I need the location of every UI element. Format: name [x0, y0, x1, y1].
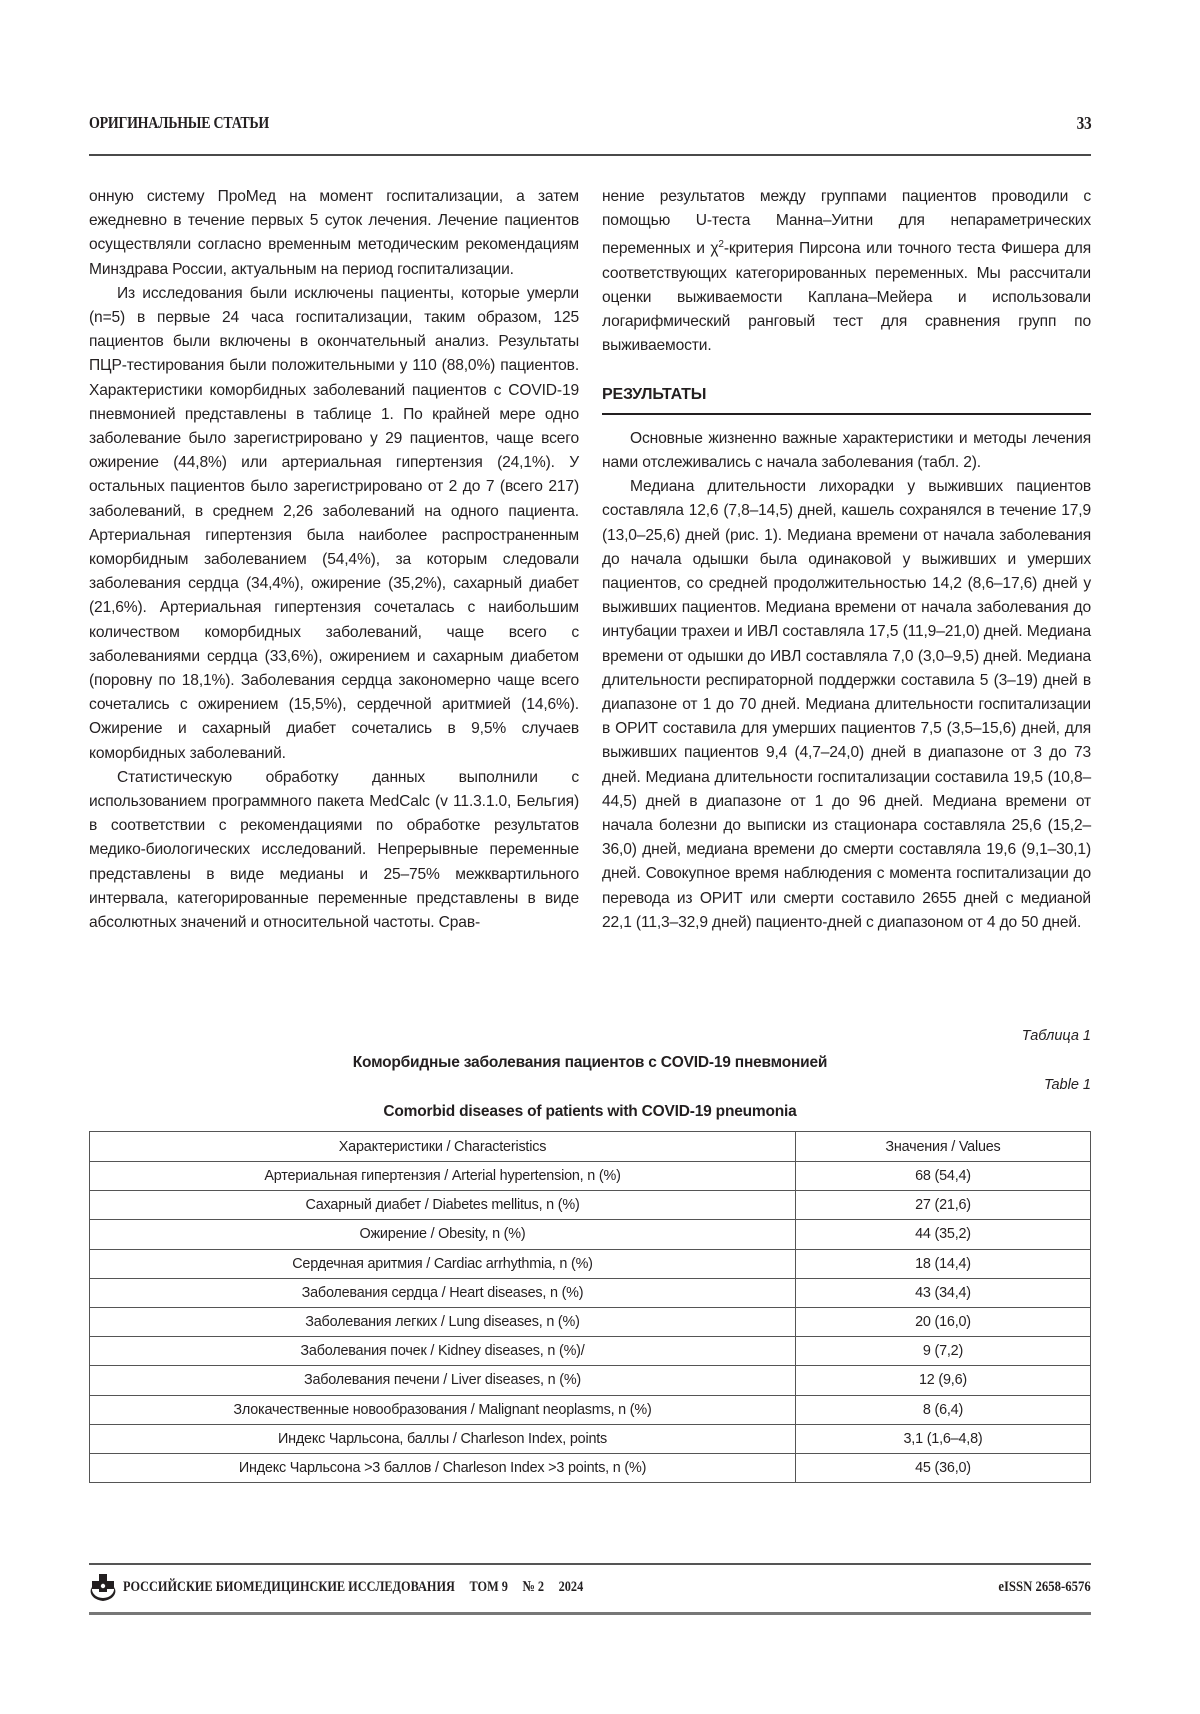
- characteristic-cell: Заболевания сердца / Heart diseases, n (%): [90, 1278, 796, 1307]
- comorbidities-table: [89, 1131, 1091, 1483]
- characteristic-cell: Ожирение / Obesity, n (%): [90, 1220, 796, 1249]
- table-title-en: Comorbid diseases of patients with COVID-19 pneumonia: [383, 1103, 797, 1120]
- table-row: [90, 1191, 1091, 1220]
- characteristic-cell: Индекс Чарльсона, баллы / Charleson Index, points: [90, 1424, 796, 1453]
- page-footer: [89, 1573, 1091, 1603]
- characteristic-cell: Злокачественные новообразования / Malignant neoplasms, n (%): [90, 1395, 796, 1424]
- table-row: [90, 1366, 1091, 1395]
- text-run: -критерия Пирсона или точного теста Фишера для соответствующих категорированных переменных. Мы рассчитали оценки выживаемости Каплана–Мейера и использовали логарифмический ранговый тест для сравнения групп по выживаемости.: [602, 240, 1091, 355]
- value-cell: 3,1 (1,6–4,8): [796, 1424, 1091, 1453]
- column-header-characteristics: Характеристики / Characteristics: [90, 1132, 796, 1162]
- medical-cross-logo-icon: [89, 1573, 117, 1603]
- journal-volume: ТОМ 9: [469, 1579, 508, 1595]
- table-row: [90, 1278, 1091, 1307]
- issn: eISSN 2658-6576: [998, 1579, 1091, 1595]
- characteristic-cell: Заболевания печени / Liver diseases, n (%): [90, 1366, 796, 1395]
- table-row: [90, 1424, 1091, 1453]
- page-number: 33: [1076, 113, 1091, 133]
- text-run: нение результатов между группами пациентов проводили с помощью U-теста Манна–Уитни для непараметрических переменных и χ: [602, 188, 1091, 258]
- journal-year: 2024: [558, 1579, 584, 1595]
- characteristic-cell: Заболевания легких / Lung diseases, n (%): [90, 1307, 796, 1336]
- paragraph: Медиана длительности лихорадки у выживших пациентов составляла 12,6 (7,8–14,5) дней, кашель сохранялся в течение 17,9 (13,0–25,6) дней (рис. 1). Медиана времени от начала заболевания до начала одышки была одинаковой у выживших и умерших пациентов, со средней продолжительностью 14,2 (8,6–17,6) дней у выживших пациентов. Медиана времени от начала заболевания до интубации трахеи и ИВЛ составляла 17,5 (11,9–21,0) дней. Медиана времени от одышки до ИВЛ составляла 7,0 (3,0–9,5) дней. Медиана длительности респираторной поддержки составила 5 (3–19) дней в диапазоне от 1 до 70 дней. Медиана длительности госпитализации в ОРИТ составила для умерших пациентов 7,5 (3,5–15,6) дней, для выживших пациентов 9,4 (4,7–24,0) дней в диапазоне от 3 до 73 дней. Медиана длительности госпитализации составила 19,5 (10,8–44,5) дней в диапазоне от 1 до 96 дней. Медиана времени от начала болезни до выписки из стационара составляла 25,6 (15,2–36,0) дней, медиана времени до смерти составляла 19,6 (9,1–30,1) дней. Совокупное время наблюдения с момента госпитализации до перевода из ОРИТ или смерти составило 2655 дней с медианой 22,1 (11,3–32,9 дней) пациенто-дней с диапазоном от 4 до 50 дней.: [602, 478, 1091, 931]
- superscript: 2: [718, 239, 724, 251]
- value-cell: 43 (34,4): [796, 1278, 1091, 1307]
- paragraph: Основные жизненно важные характеристики и методы лечения нами отслеживались с начала заболевания (табл. 2).: [602, 429, 1091, 472]
- table-row: [90, 1220, 1091, 1249]
- value-cell: 12 (9,6): [796, 1366, 1091, 1395]
- value-cell: 68 (54,4): [796, 1162, 1091, 1191]
- paragraph: онную систему ПроМед на момент госпитализации, а затем ежедневно в течение первых 5 суток лечения. Лечение пациентов осуществляли согласно временным методическим рекомендациям Минздрава России, актуальным на период госпитализации.: [89, 188, 579, 278]
- value-cell: 45 (36,0): [796, 1453, 1091, 1482]
- table-row: [90, 1395, 1091, 1424]
- right-column: [602, 185, 1091, 935]
- header-rule: [89, 154, 1091, 156]
- footer-rule-bottom: [89, 1612, 1091, 1615]
- table-row: [90, 1249, 1091, 1278]
- section-title: ОРИГИНАЛЬНЫЕ СТАТЬИ: [89, 113, 269, 132]
- table-header-row: [90, 1132, 1091, 1162]
- characteristic-cell: Индекс Чарльсона >3 баллов / Charleson Index >3 points, n (%): [90, 1453, 796, 1482]
- table-label-ru: Таблица 1: [1021, 1028, 1091, 1044]
- journal-issue: № 2: [522, 1579, 545, 1595]
- value-cell: 8 (6,4): [796, 1395, 1091, 1424]
- running-header: [89, 113, 1091, 139]
- value-cell: 20 (16,0): [796, 1307, 1091, 1336]
- table-title-ru: Коморбидные заболевания пациентов с COVID-19 пневмонией: [352, 1054, 828, 1071]
- table-row: [90, 1453, 1091, 1482]
- table-row: [90, 1162, 1091, 1191]
- paragraph: Из исследования были исключены пациенты, которые умерли (n=5) в первые 24 часа госпитализации, таким образом, 125 пациентов были включены в окончательный анализ. Результаты ПЦР-тестирования были положительными у 110 (88,0%) пациентов. Характеристики коморбидных заболеваний пациентов с COVID-19 пневмонией представлены в таблице 1. По крайней мере одно заболевание было зарегистрировано у 29 пациентов, чаще всего ожирение (44,8%) или артериальная гипертензия (24,1%). У остальных пациентов было зарегистрировано от 2 до 7 (всего 217) заболеваний, в среднем 2,26 заболеваний на одного пациента. Артериальная гипертензия была наиболее распространенным коморбидным заболеванием (54,4%), за которым следовали заболевания сердца (34,4%), ожирение (35,2%), сахарный диабет (21,6%). Артериальная гипертензия сочеталась с наибольшим количеством коморбидных заболеваний, чаще всего с заболеваниями сердца (33,6%), ожирением и сахарным диабетом (поровну по 18,1%). Заболевания сердца закономерно чаще всего сочетались с ожирением (15,5%), сердечной аритмией (14,6%). Ожирение и сахарный диабет сочетались в 9,5% случаев коморбидных заболеваний.: [89, 284, 579, 762]
- value-cell: 27 (21,6): [796, 1191, 1091, 1220]
- table-label-en: Table 1: [1043, 1077, 1091, 1093]
- paragraph: [602, 185, 1091, 359]
- characteristic-cell: Сердечная аритмия / Cardiac arrhythmia, n (%): [90, 1249, 796, 1278]
- paragraph: Статистическую обработку данных выполнили с использованием программного пакета MedCalc (v 11.3.1.0, Бельгия) в соответствии с рекомендациями по обработке результатов медико-биологических исследований. Непрерывные переменные представлены в виде медианы и 25–75% межквартильного интервала, категорированные переменные представлены в виде абсолютных значений и относительной частоты. Срав-: [89, 768, 579, 932]
- results-heading: РЕЗУЛЬТАТЫ: [602, 383, 1091, 415]
- value-cell: 18 (14,4): [796, 1249, 1091, 1278]
- journal-info: [123, 1579, 595, 1596]
- table-row: [90, 1307, 1091, 1336]
- footer-rule-top: [89, 1563, 1091, 1565]
- characteristic-cell: Артериальная гипертензия / Arterial hypertension, n (%): [90, 1162, 796, 1191]
- column-header-values: Значения / Values: [796, 1132, 1091, 1162]
- left-column: [89, 185, 579, 935]
- characteristic-cell: Заболевания почек / Kidney diseases, n (%)/: [90, 1337, 796, 1366]
- value-cell: 44 (35,2): [796, 1220, 1091, 1249]
- characteristic-cell: Сахарный диабет / Diabetes mellitus, n (%): [90, 1191, 796, 1220]
- value-cell: 9 (7,2): [796, 1337, 1091, 1366]
- journal-name: РОССИЙСКИЕ БИОМЕДИЦИНСКИЕ ИССЛЕДОВАНИЯ: [123, 1579, 455, 1595]
- table-row: [90, 1337, 1091, 1366]
